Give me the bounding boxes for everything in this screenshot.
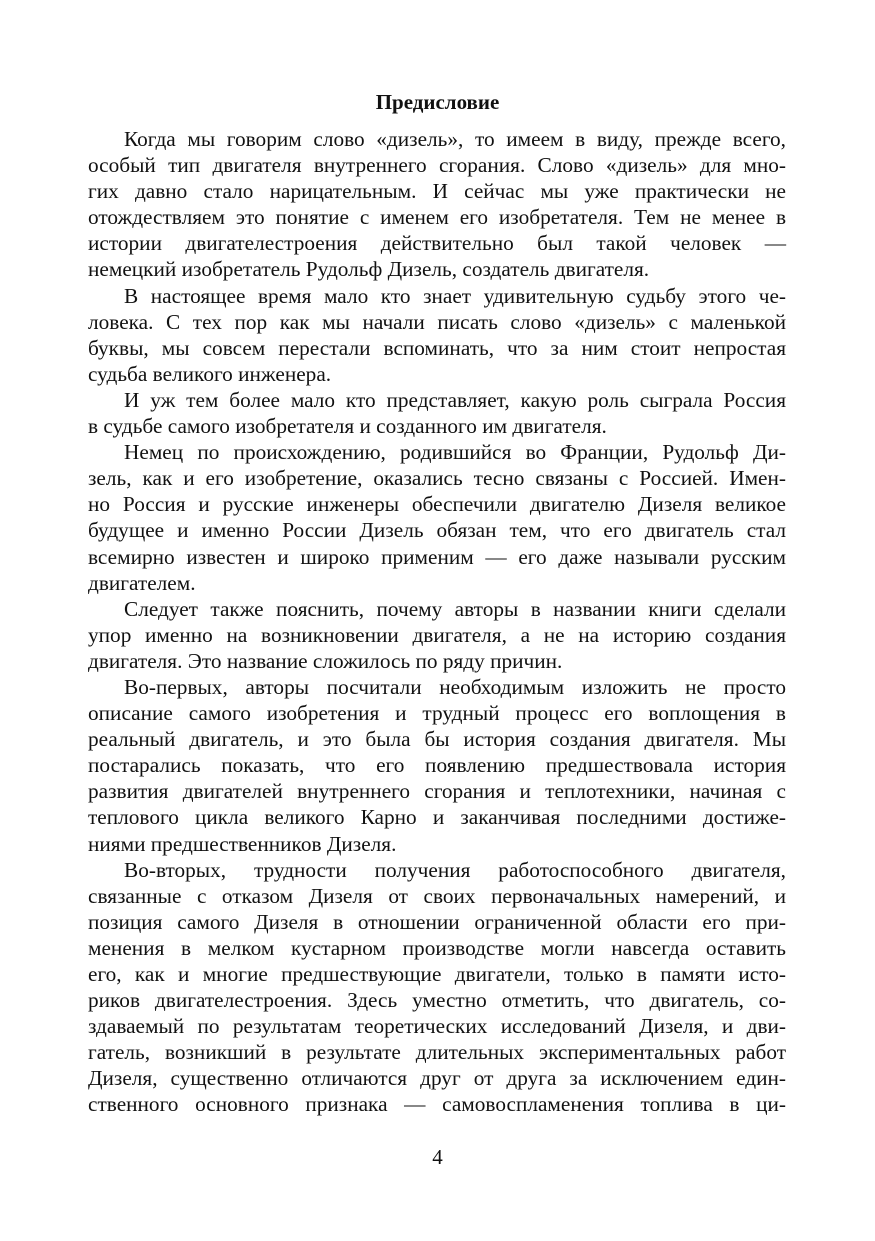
text-line: развития двигателей внутреннего сгорания и теплотехники, начиная с	[88, 779, 786, 804]
text-line: в судьбе самого изобретателя и созданного им двигателя.	[88, 414, 607, 439]
text-line: риков двигателестроения. Здесь уместно отметить, что двигатель, со-	[88, 988, 786, 1013]
text-line: позиция самого Дизеля в отношении ограниченной области его при-	[88, 909, 786, 934]
body-text	[88, 126, 786, 1118]
text-line: всемирно известен и широко применим — его даже называли русским	[88, 544, 786, 569]
text-line: ниями предшественников Дизеля.	[88, 831, 397, 856]
text-line: ловека. С тех пор как мы начали писать слово «дизель» с маленькой	[88, 309, 786, 334]
text-line: теплового цикла великого Карно и заканчивая последними достиже-	[88, 805, 786, 830]
text-line: судьба великого инженера.	[88, 361, 332, 386]
text-line: описание самого изобретения и трудный процесс его воплощения в	[88, 701, 786, 726]
page-number: 4	[432, 1145, 443, 1169]
paragraph-first-line: Во-первых, авторы посчитали необходимым изложить не просто	[124, 674, 786, 699]
text-line: постарались показать, что его появлению предшествовала история	[88, 753, 786, 778]
text-line: двигателя. Это название сложилось по ряду причин.	[88, 648, 563, 673]
page-title: Предисловие	[375, 90, 500, 114]
text-line: буквы, мы совсем перестали вспоминать, что за ним стоит непростая	[88, 335, 786, 360]
paragraph-first-line: Когда мы говорим слово «дизель», то имеем в виду, прежде всего,	[124, 127, 786, 151]
paragraph-first-line: И уж тем более мало кто представляет, какую роль сыграла Россия	[124, 387, 786, 412]
text-line: гатель, возникший в результате длительных экспериментальных работ	[88, 1040, 786, 1065]
text-line: будущее и именно России Дизель обязан тем, что его двигатель стал	[88, 518, 786, 543]
text-line: Дизеля, существенно отличаются друг от друга за исключением един-	[88, 1066, 786, 1091]
text-line: зель, как и его изобретение, оказались тесно связаны с Россией. Имен-	[88, 466, 786, 491]
text-line: но Россия и русские инженеры обеспечили двигателю Дизеля великое	[88, 492, 786, 517]
text-line: менения в мелком кустарном производстве могли навсегда оставить	[88, 935, 786, 960]
text-line: немецкий изобретатель Рудольф Дизель, создатель двигателя.	[88, 257, 650, 282]
text-line: отождествляем это понятие с именем его изобретателя. Тем не менее в	[88, 205, 786, 230]
text-line: связанные с отказом Дизеля от своих первоначальных намерений, и	[88, 883, 786, 908]
paragraph-first-line: Следует также пояснить, почему авторы в названии книги сделали	[124, 596, 786, 621]
text-line: ственного основного признака — самовоспламенения топлива в ци-	[88, 1092, 786, 1117]
text-line: истории двигателестроения действительно был такой человек —	[88, 231, 786, 256]
paragraph-first-line: Во-вторых, трудности получения работоспособного двигателя,	[124, 857, 786, 882]
text-line: реальный двигатель, и это была бы история создания двигателя. Мы	[88, 727, 786, 752]
text-line: гих давно стало нарицательным. И сейчас мы уже практически не	[88, 179, 786, 204]
paragraph-first-line: В настоящее время мало кто знает удивительную судьбу этого че-	[124, 283, 786, 308]
text-line: упор именно на возникновении двигателя, а не на историю создания	[88, 622, 786, 647]
text-line: двигателем.	[88, 570, 196, 595]
text-line: особый тип двигателя внутреннего сгорания. Слово «дизель» для мно-	[88, 153, 786, 178]
paragraph-first-line: Немец по происхождению, родившийся во Франции, Рудольф Ди-	[124, 440, 786, 465]
text-line: здаваемый по результатам теоретических исследований Дизеля, и дви-	[88, 1014, 786, 1039]
text-line: его, как и многие предшествующие двигатели, только в памяти исто-	[88, 962, 786, 986]
